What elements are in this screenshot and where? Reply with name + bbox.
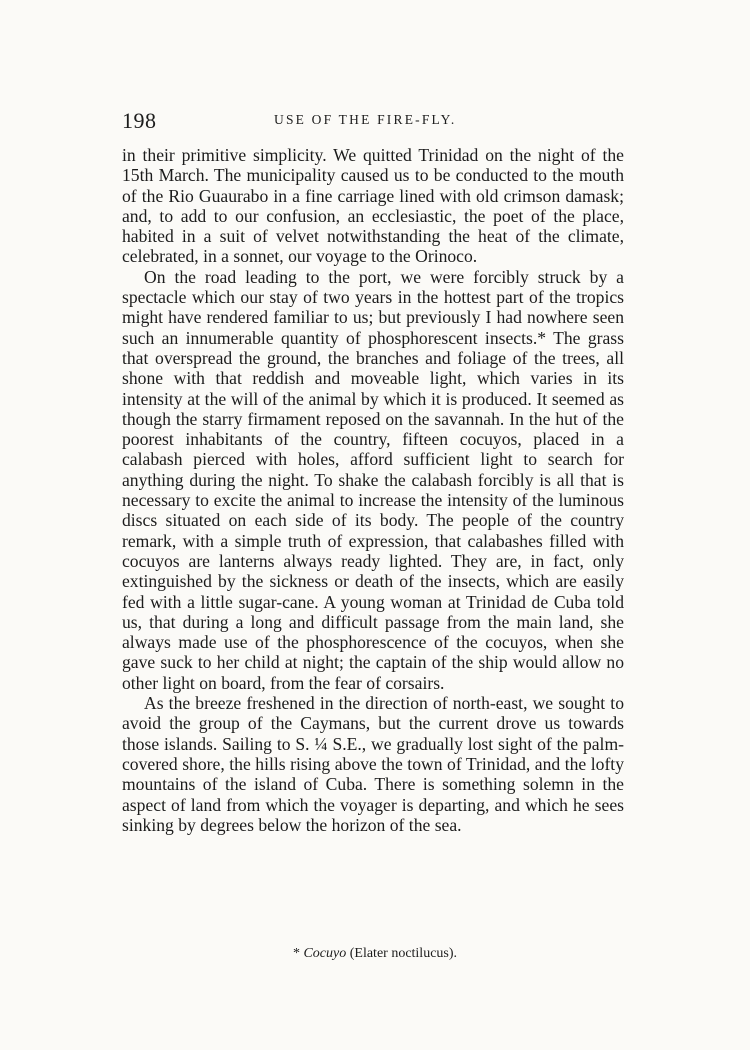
running-head: USE OF THE FIRE-FLY.: [274, 112, 457, 127]
page-header: [122, 108, 622, 138]
footnote-term: Cocuyo: [303, 946, 347, 961]
paragraph-1: in their primitive simplicity. We quitted Trinidad on the night of the 15th March. The municipality caused us to be conducted to the mouth of the Rio Guaurabo in a fine carriage lined with old crimson damask; and, to add to our confusion, an ecclesiastic, the poet of the place, habited in a suit of velvet notwithstanding the heat of the climate, celebrated, in a sonnet, our voyage to the Orinoco.: [122, 145, 624, 267]
footnote: [0, 946, 750, 962]
footnote-gloss: (Elater noctilucus).: [349, 946, 458, 961]
paragraph-2: On the road leading to the port, we were forcibly struck by a spectacle which our stay of two years in the hottest part of the tropics might have rendered familiar to us; but previously I had nowhere seen such an innumerable quantity of phosphorescent insects.* The grass that overspread the ground, the branches and foliage of the trees, all shone with that reddish and moveable light, which varies in its intensity at the will of the animal by which it is produced. It seemed as though the starry firmament reposed on the savannah. In the hut of the poorest inhabitants of the country, fifteen cocuyos, placed in a calabash pierced with holes, afford sufficient light to search for anything during the night. To shake the calabash forcibly is all that is necessary to excite the animal to increase the intensity of the luminous discs situated on each side of its body. The people of the country remark, with a simple truth of expression, that calabashes filled with cocuyos are lanterns always ready lighted. They are, in fact, only extinguished by the sickness or death of the insects, which are easily fed with a little sugar-cane. A young woman at Trinidad de Cuba told us, that during a long and difficult passage from the main land, she always made use of the phosphorescence of the cocuyos, when she gave suck to her child at night; the captain of the ship would allow no other light on board, from the fear of corsairs.: [122, 266, 624, 693]
paragraph-3: As the breeze freshened in the direction of north-east, we sought to avoid the group of the Caymans, but the current drove us towards those islands. Sailing to S. ¼ S.E., we gradually lost sight of the palm-covered shore, the hills rising above the town of Trinidad, and the lofty mountains of the island of Cuba. There is something solemn in the aspect of land from which the voyager is departing, and which he sees sinking by degrees below the horizon of the sea.: [122, 693, 624, 835]
page-number: 198: [122, 108, 157, 133]
body-text: [122, 145, 624, 835]
footnote-marker: *: [292, 946, 300, 961]
